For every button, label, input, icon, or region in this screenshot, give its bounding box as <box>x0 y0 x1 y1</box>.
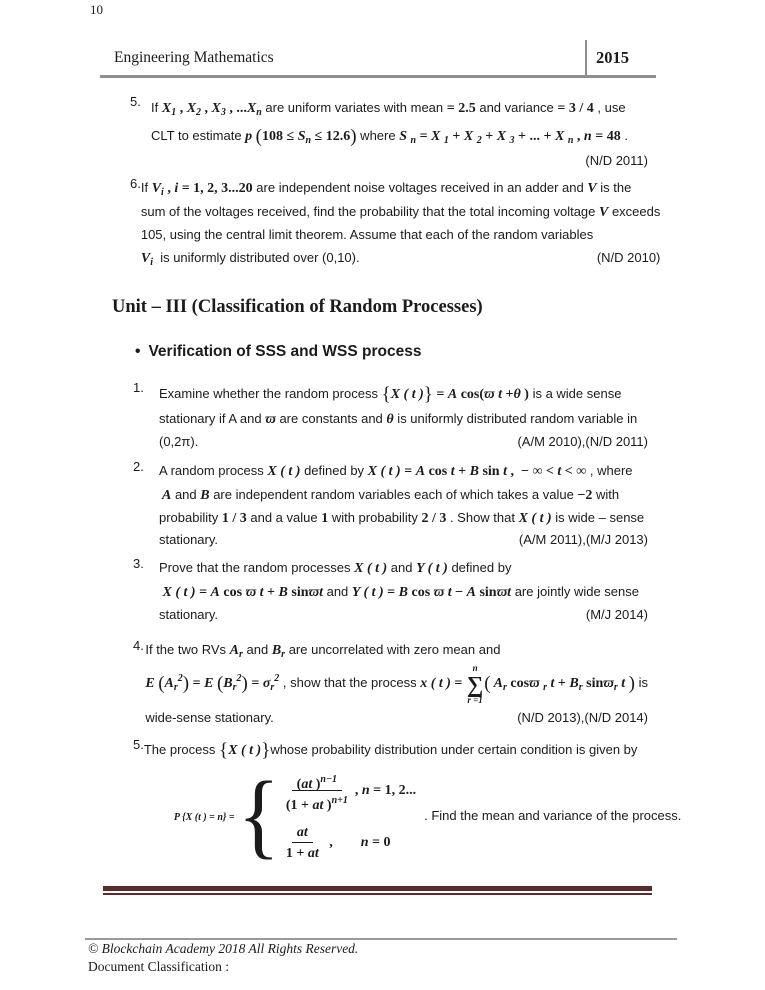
formula-lhs: P {X (t ) = n} = <box>173 812 235 823</box>
sum-lower-limit: r =1 <box>467 694 483 705</box>
question-item-6-noise-voltages <box>130 176 661 269</box>
question-date-line <box>141 246 661 269</box>
page-number: 10 <box>90 2 103 17</box>
question-line-text: Vi is uniformly distributed over (0,10). <box>140 250 360 268</box>
question-line-text: stationary. <box>159 607 219 622</box>
maroon-divider <box>103 886 652 895</box>
header-year-badge: 2015 <box>585 40 656 75</box>
piecewise-formula <box>174 763 682 869</box>
sigma-icon: ∑ <box>466 671 484 697</box>
question-number: 5. <box>133 737 144 752</box>
question-number: 3. <box>133 556 144 571</box>
question-number: 5. <box>130 94 141 109</box>
unit-heading: Unit – III (Classification of Random Processes) <box>112 297 483 317</box>
copyright-text: © Blockchain Academy 2018 All Rights Reserved. <box>88 941 359 956</box>
question-line-text: (0,2π). <box>159 434 199 449</box>
question-body <box>159 556 648 626</box>
question-item-4-uncorrelated-rvs <box>133 638 648 729</box>
sum-upper-limit: n <box>472 662 478 673</box>
page-header <box>100 40 656 78</box>
question-line: stationary if A and ϖ are constants and θ is uniformly distributed random variable in <box>159 411 638 427</box>
question-number: 1. <box>133 380 144 395</box>
topic-bullet-item <box>135 343 421 361</box>
question-item-5-clt <box>130 94 648 172</box>
case-row <box>281 823 416 862</box>
question-date-line <box>145 707 648 729</box>
fraction-denominator: (1 + at )$^{n+1}$ <box>285 794 348 813</box>
exam-date-stamp: (N/D 2010) <box>596 250 661 265</box>
topic-label: Verification of SSS and WSS process <box>148 343 422 360</box>
summation-symbol <box>467 664 483 705</box>
question-body <box>144 737 682 869</box>
cases-list <box>281 771 416 862</box>
question-body <box>141 176 661 269</box>
fraction-denominator: 1 + at <box>285 845 319 861</box>
question-body <box>159 380 648 453</box>
question-date-line <box>151 150 648 172</box>
classification-text: Document Classification : <box>88 959 229 974</box>
question-item-5-probability-distribution <box>133 737 682 869</box>
exam-date-stamp: (N/D 2011) <box>585 153 648 168</box>
exam-date-stamp: (A/M 2011),(M/J 2013) <box>518 532 648 547</box>
question-line: 105, using the central limit theorem. Assume that each of the random variables <box>140 227 594 242</box>
question-line: A random process X ( t ) defined by X ( t ) = A cos t + B sin t , − ∞ < t < ∞ , where <box>159 463 633 479</box>
question-item-1-wss-cosine <box>133 380 648 453</box>
header-title: Engineering Mathematics <box>114 49 274 66</box>
question-number: 6. <box>130 176 141 191</box>
question-line: If the two RVs Ar and Br are uncorrelated with zero mean and <box>145 642 501 660</box>
formula-post: ( Ar cosϖ r t + Br sinϖr t ) is <box>484 673 648 694</box>
case-condition: , n = 0 <box>325 835 391 850</box>
formula-tail-text: . Find the mean and variance of the process. <box>424 808 682 823</box>
question-date-line <box>159 431 648 453</box>
question-number: 2. <box>133 459 144 474</box>
question-line-text: wide-sense stationary. <box>145 710 274 725</box>
question-body <box>145 638 648 729</box>
exam-date-stamp: (N/D 2013),(N/D 2014) <box>517 710 648 725</box>
question-line: X ( t ) = A cos ϖ t + B sinϖt and Y ( t ) = B cos ϖ t − A sinϖt are jointly wide sense <box>159 584 639 600</box>
case-row <box>281 771 417 813</box>
question-line: The process {X ( t )}whose probability distribution under certain condition is given by <box>143 740 638 761</box>
summation-formula <box>145 661 648 707</box>
question-line-text: stationary. <box>159 532 219 547</box>
case-condition: , n = 1, 2... <box>354 783 417 798</box>
fraction <box>281 823 324 862</box>
question-line: Prove that the random processes X ( t ) and Y ( t ) defined by <box>159 560 512 576</box>
question-item-2-acost-bsint <box>133 459 648 551</box>
question-line: sum of the voltages received, find the probability that the total incoming voltage V exceeds <box>140 204 661 220</box>
question-line: If Vi , i = 1, 2, 3...20 are independent noise voltages received in an adder and V is the <box>140 180 632 198</box>
question-body <box>159 459 648 551</box>
question-item-3-jointly-wss <box>133 556 648 626</box>
question-body <box>151 94 648 172</box>
footer-divider <box>85 938 677 940</box>
fraction <box>281 771 353 813</box>
question-line: probability 1 / 3 and a value 1 with probability 2 / 3 . Show that X ( t ) is wide – sense <box>159 510 645 526</box>
exam-date-stamp: (A/M 2010),(N/D 2011) <box>517 434 648 449</box>
exam-date-stamp: (M/J 2014) <box>585 607 648 622</box>
formula-pre: E $(Ar^2) = E$ $(Br^2) = \sigma r^2$ , show that the process x ( t ) = <box>145 673 466 694</box>
fraction-numerator: at <box>292 823 313 843</box>
question-line: A and B are independent random variables each of which takes a value −2 with <box>159 487 620 503</box>
bullet-icon: • <box>135 343 141 360</box>
cases-brace: { <box>237 763 280 869</box>
question-line: Examine whether the random process {X ( t )} = A cos(ϖ t +θ ) is a wide sense <box>159 384 622 405</box>
question-line: CLT to estimate p (108 ≤ Sn ≤ 12.6) where S n = X 1 + X 2 + X 3 + ... + X n , n = 48 . <box>151 126 628 147</box>
question-line: If X1 , X2 , X3 , ...Xn are uniform variates with mean = 2.5 and variance = 3 / 4 , use <box>151 100 626 118</box>
fraction-numerator: (at )$^{n-1}$ <box>292 771 342 791</box>
question-date-line <box>159 529 648 551</box>
question-number: 4. <box>133 638 144 653</box>
question-date-line <box>159 604 648 626</box>
